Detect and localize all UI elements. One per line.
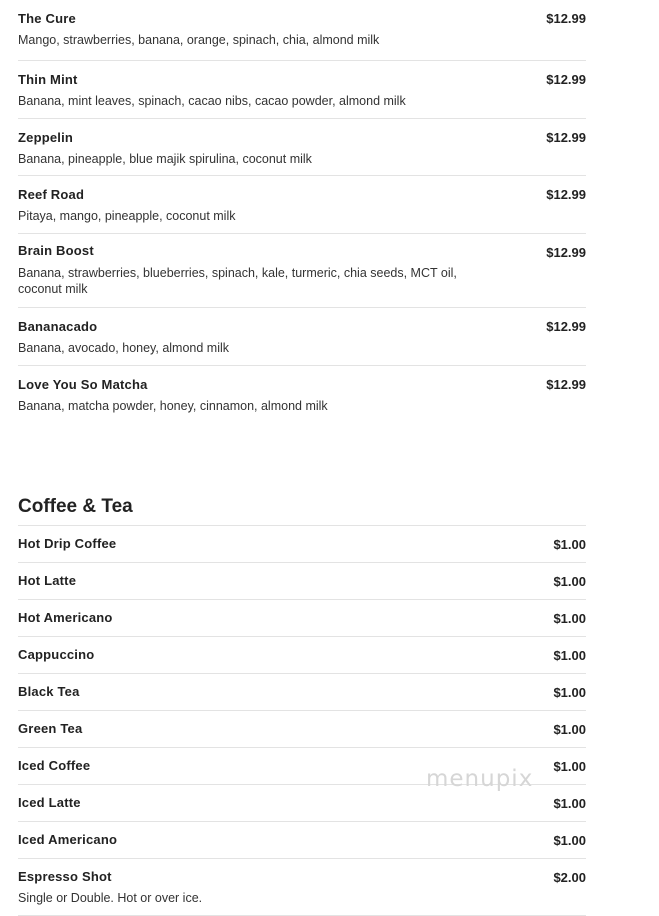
item-description: Pitaya, mango, pineapple, coconut milk (18, 209, 236, 223)
item-name: Iced Coffee (18, 758, 91, 773)
item-name: The Cure (18, 11, 76, 26)
item-description: Single or Double. Hot or over ice. (18, 891, 203, 905)
item-price: $12.99 (546, 245, 586, 260)
item-price: $1.00 (553, 685, 586, 700)
menu-item (18, 858, 586, 916)
item-name: Zeppelin (18, 130, 74, 145)
item-price: $1.00 (553, 537, 586, 552)
item-description: Banana, strawberries, blueberries, spinach, kale, turmeric, chia seeds, MCT oil, coconut milk (18, 266, 457, 296)
item-price: $12.99 (546, 72, 586, 87)
item-name: Green Tea (18, 721, 83, 736)
item-description: Mango, strawberries, banana, orange, spinach, chia, almond milk (18, 33, 380, 47)
menu-item (18, 562, 586, 599)
item-name: Black Tea (18, 684, 80, 699)
item-price: $2.00 (553, 870, 586, 885)
item-name: Reef Road (18, 187, 85, 202)
item-description: Banana, avocado, honey, almond milk (18, 341, 230, 355)
item-name: Espresso Shot (18, 869, 112, 884)
item-name: Cappuccino (18, 647, 95, 662)
item-name: Hot Drip Coffee (18, 536, 117, 551)
item-price: $12.99 (546, 130, 586, 145)
menu-item (18, 60, 586, 118)
item-name: Brain Boost (18, 243, 94, 258)
menu-item (18, 307, 586, 365)
menu-item (18, 175, 586, 233)
menu-item (18, 118, 586, 175)
menu-item (18, 673, 586, 710)
item-name: Thin Mint (18, 72, 78, 87)
item-name: Hot Americano (18, 610, 113, 625)
item-price: $12.99 (546, 11, 586, 26)
item-price: $1.00 (553, 833, 586, 848)
item-name: Love You So Matcha (18, 377, 148, 392)
item-price: $1.00 (553, 722, 586, 737)
item-description: Banana, pineapple, blue majik spirulina, coconut milk (18, 152, 312, 166)
menu-item (18, 0, 586, 60)
menu-item (18, 525, 586, 562)
menu-item (18, 599, 586, 636)
menu-item (18, 821, 586, 858)
item-name: Iced Latte (18, 795, 81, 810)
item-description: Banana, matcha powder, honey, cinnamon, almond milk (18, 399, 328, 413)
section-title: Coffee & Tea (18, 496, 133, 517)
item-price: $12.99 (546, 187, 586, 202)
menu-item (18, 636, 586, 673)
item-name: Iced Americano (18, 832, 118, 847)
item-price: $12.99 (546, 377, 586, 392)
item-name: Bananacado (18, 319, 98, 334)
item-description: Banana, mint leaves, spinach, cacao nibs, cacao powder, almond milk (18, 94, 406, 108)
item-price: $1.00 (553, 611, 586, 626)
watermark: menupix (426, 766, 534, 792)
menu-item (18, 365, 586, 423)
menu-item (18, 233, 586, 307)
item-name: Hot Latte (18, 573, 77, 588)
item-price: $1.00 (553, 796, 586, 811)
item-price: $12.99 (546, 319, 586, 334)
item-price: $1.00 (553, 574, 586, 589)
item-price: $1.00 (553, 759, 586, 774)
item-price: $1.00 (553, 648, 586, 663)
menu-item (18, 710, 586, 747)
